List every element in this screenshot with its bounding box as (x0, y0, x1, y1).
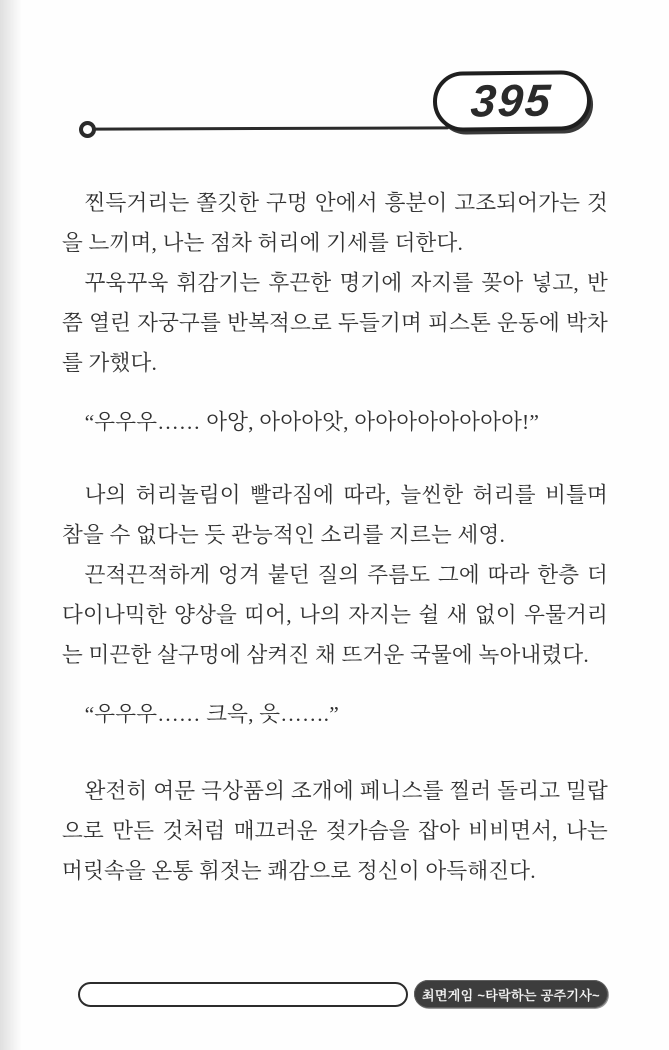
scan-edge-shading (0, 0, 22, 1050)
page-number: 395 (469, 74, 555, 127)
header-rule (93, 126, 449, 130)
paragraph-narration: 찐득거리는 쫄깃한 구멍 안에서 흥분이 고조되어가는 것을 느끼며, 나는 점차 허리에 기세를 더한다. (62, 191, 608, 255)
paragraph-dialogue: “우우우…… 크윽, 읏…….” (84, 702, 339, 726)
page-text-block (62, 183, 608, 891)
footer-outline-bar (78, 982, 408, 1007)
paragraph-narration: 나의 허리놀림이 빨라짐에 따라, 늘씬한 허리를 비틀며 참을 수 없다는 듯 관능적인 소리를 지르는 세영. (62, 483, 608, 547)
page-number-badge (433, 70, 592, 132)
paragraph-narration: 완전히 여문 극상품의 조개에 페니스를 찔러 돌리고 밀랍으로 만든 것처럼 매끄러운 젖가슴을 잡아 비비면서, 나는 머릿속을 온통 휘젓는 쾌감으로 정신이 아득해진다. (62, 779, 608, 883)
paragraph-dialogue: “우우우…… 아앙, 아아아앗, 아아아아아아아아!” (84, 410, 540, 434)
paragraph-narration: 꾸욱꾸욱 휘감기는 후끈한 명기에 자지를 꽂아 넣고, 반쯤 열린 자궁구를 반복적으로 두들기며 피스톤 운동에 박차를 가했다. (62, 271, 608, 375)
paragraph-narration: 끈적끈적하게 엉겨 붙던 질의 주름도 그에 따라 한층 더 다이나믹한 양상을 띠어, 나의 자지는 쉴 새 없이 우물거리는 미끈한 살구멍에 삼켜진 채 뜨거운 국물에 녹아내렸다. (62, 563, 608, 667)
series-title: 최면게임 ~타락하는 공주기사~ (422, 987, 600, 1003)
series-title-badge (414, 980, 608, 1008)
